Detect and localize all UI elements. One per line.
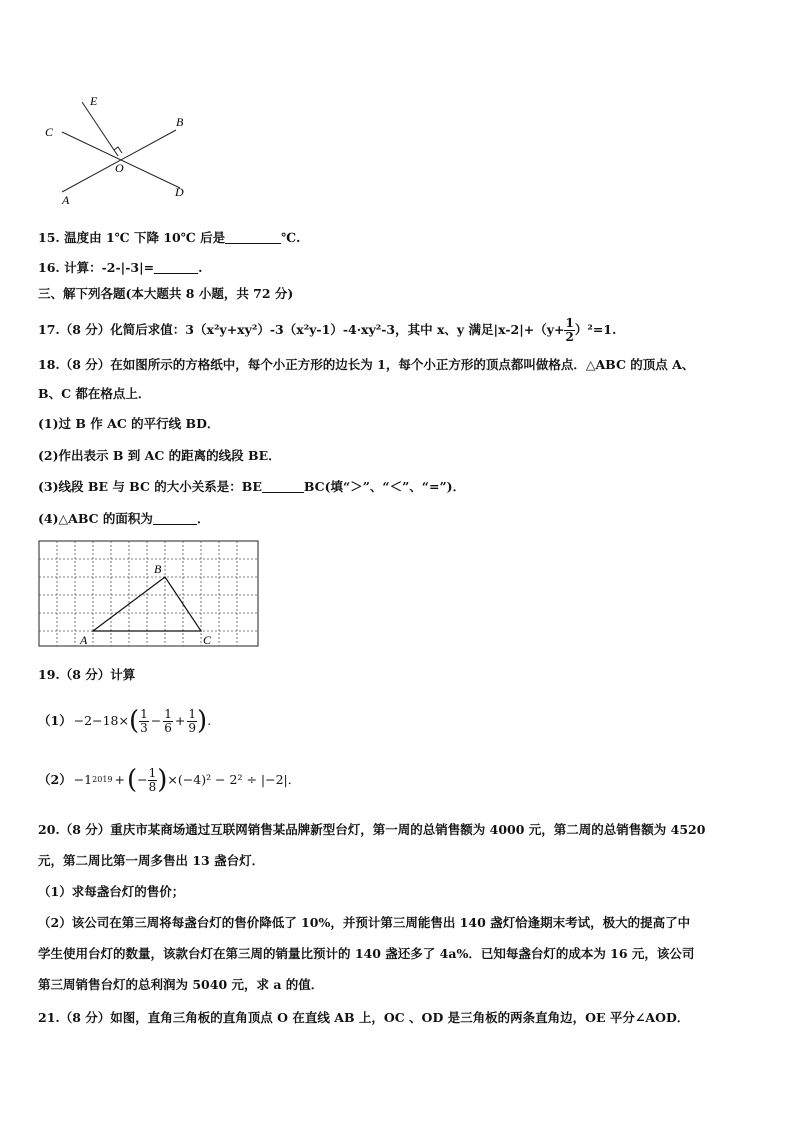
question-21	[38, 1010, 689, 1026]
q21-number: 21.	[38, 1010, 60, 1025]
q17-text: （8 分）化简后求值：3（x²y+xy²）-3（x²y-1）-4·xy²-3，其中 x、y 满足|x-2|+（y+	[59, 322, 565, 337]
q18-part-1: (1)过 B 作 AC 的平行线 BD．	[38, 416, 220, 431]
grid-label-a: A	[80, 633, 88, 647]
q18-text: （8 分）在如图所示的方格纸中，每个小正方形的边长为 1，每个小正方形的顶点都叫做格点．△ABC 的顶点 A、	[59, 357, 695, 372]
q19-part-1: （1） −2−18× ( $\frac{1}{3}$ − $\frac{1}{6}$ + $\frac{1}{9}$ ) .	[38, 706, 212, 736]
q19-p1-frac1: $\frac{1}{3}$	[140, 706, 148, 735]
grid-label-b: B	[154, 562, 162, 576]
q19-p1-lead: −2−18×	[73, 713, 129, 728]
q19-p1-label: （1）	[38, 713, 72, 728]
label-a: A	[62, 193, 70, 207]
q18-p4-answer-blank[interactable]	[153, 512, 197, 525]
q16-text-end: .	[198, 260, 203, 275]
angle-figure	[40, 88, 200, 210]
question-20-line1	[38, 822, 705, 838]
q21-text: （8 分）如图，直角三角板的直角顶点 O 在直线 AB 上，OC 、OD 是三角板的两条直角边，OE 平分∠AOD．	[59, 1010, 690, 1025]
q20-part-1: （1）求每盏台灯的售价；	[38, 884, 185, 899]
grid-figure	[38, 540, 260, 650]
q15-answer-blank[interactable]	[225, 231, 281, 244]
grid-label-c: C	[203, 633, 212, 647]
q18-part-2: (2)作出表示 B 到 AC 的距离的线段 BE．	[38, 448, 281, 463]
q19-title: （8 分）计算	[59, 667, 136, 682]
q18-number: 18.	[38, 357, 60, 372]
question-19	[38, 667, 135, 683]
label-c: C	[45, 125, 54, 139]
q20-part-2-line2: 学生使用台灯的数量，该款台灯在第三周的销量比预计的 140 盏还多了 4a%．已知每盏台灯的成本为 16 元，该公司	[38, 946, 695, 961]
q20-number: 20.	[38, 822, 60, 837]
ray-oe	[82, 102, 118, 156]
q19-p2-label: （2）	[38, 772, 72, 787]
q19-number: 19.	[38, 667, 60, 682]
q18-p4-text-end: ．	[196, 511, 210, 526]
q16-answer-blank[interactable]	[154, 261, 198, 274]
question-17	[38, 317, 616, 344]
q18-part-4	[38, 511, 209, 527]
q15-text-end: ℃.	[281, 230, 301, 245]
q18-p4-text: (4)△ABC 的面积为	[38, 511, 153, 526]
q19-p1-frac3: $\frac{1}{9}$	[188, 706, 197, 735]
q17-fraction: $\frac{1}{2}$	[565, 316, 574, 344]
label-b: B	[176, 115, 184, 129]
q15-number: 15.	[38, 230, 60, 245]
question-20-line2: 元，第二周比第一周多售出 13 盏台灯．	[38, 853, 265, 868]
q18-part-3	[38, 479, 465, 495]
question-18-line1	[38, 357, 694, 373]
q18-p3-text: (3)线段 BE 与 BC 的大小关系是：BE	[38, 479, 262, 494]
label-d: D	[175, 185, 184, 199]
q17-number: 17.	[38, 322, 60, 337]
q18-p3-text-end: BC(填“＞”、“＜”、“=”)．	[303, 479, 466, 494]
q20-text: （8 分）重庆市某商场通过互联网销售某品牌新型台灯，第一周的总销售额为 4000 元，第二周的总销售额为 4520	[59, 822, 706, 837]
question-18-line2: B、C 都在格点上．	[38, 386, 151, 401]
q19-part-2: （2） −1 2019 + ( − $\frac{1}{8}$ ) ×(−4)² − 2² ÷ |−2|．	[38, 765, 301, 795]
label-o: O	[115, 161, 124, 175]
q16-text: 计算：-2-|-3|=	[64, 260, 155, 275]
q17-text-end: ）²=1.	[574, 322, 617, 337]
label-e: E	[90, 94, 98, 108]
q19-p2-frac: $\frac{1}{8}$	[148, 765, 157, 794]
question-15	[38, 230, 300, 246]
q20-part-2-line1: （2）该公司在第三周将每盏台灯的售价降低了 10%，并预计第三周能售出 140 盏灯恰逢期末考试，极大的提高了中	[38, 915, 691, 930]
q19-p1-frac2: $\frac{1}{6}$	[164, 706, 172, 735]
section-title: 三、解下列各题(本大题共 8 小题，共 72 分)	[38, 286, 294, 301]
q20-part-2-line3: 第三周销售台灯的总利润为 5040 元，求 a 的值．	[38, 977, 324, 992]
q15-text: 温度由 1℃ 下降 10℃ 后是	[64, 230, 226, 245]
question-16	[38, 260, 203, 276]
q16-number: 16.	[38, 260, 60, 275]
q18-p3-answer-blank[interactable]	[262, 480, 304, 493]
